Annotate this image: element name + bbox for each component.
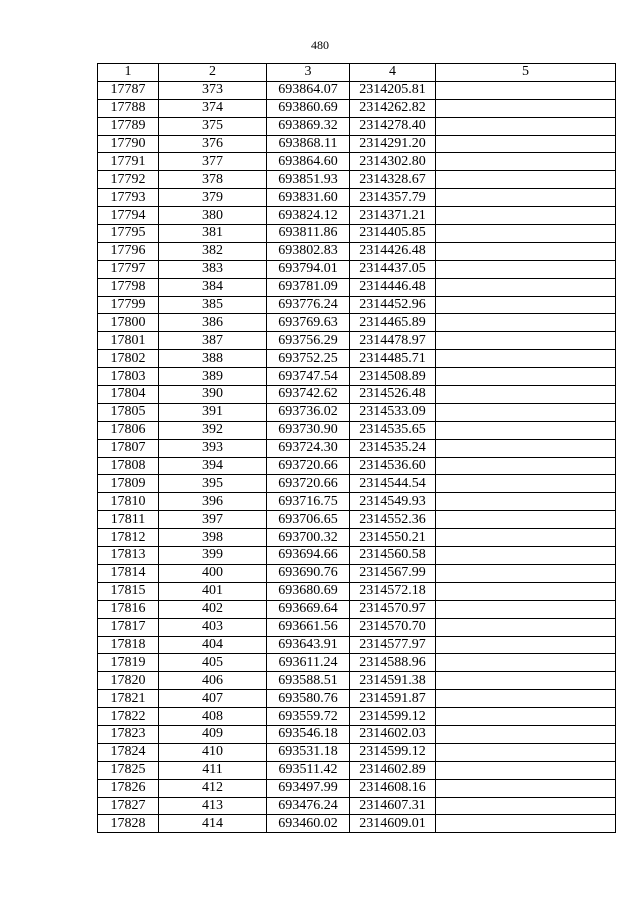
cell-x-coordinate: 693460.02 — [267, 815, 350, 833]
cell-note — [436, 493, 616, 511]
cell-x-coordinate: 693611.24 — [267, 654, 350, 672]
table-row — [98, 475, 616, 493]
cell-y-coordinate: 2314609.01 — [350, 815, 436, 833]
cell-x-coordinate: 693720.66 — [267, 475, 350, 493]
header-col-3: 3 — [267, 64, 350, 82]
table-row — [98, 421, 616, 439]
cell-point-number: 408 — [159, 708, 267, 726]
cell-y-coordinate: 2314567.99 — [350, 564, 436, 582]
cell-point-number: 381 — [159, 225, 267, 243]
table-row — [98, 403, 616, 421]
cell-point-number: 414 — [159, 815, 267, 833]
cell-y-coordinate: 2314405.85 — [350, 225, 436, 243]
cell-note — [436, 761, 616, 779]
cell-y-coordinate: 2314452.96 — [350, 296, 436, 314]
cell-y-coordinate: 2314278.40 — [350, 117, 436, 135]
cell-point-number: 409 — [159, 725, 267, 743]
cell-x-coordinate: 693724.30 — [267, 439, 350, 457]
cell-note — [436, 153, 616, 171]
cell-note — [436, 457, 616, 475]
cell-point-number: 404 — [159, 636, 267, 654]
cell-note — [436, 654, 616, 672]
cell-y-coordinate: 2314328.67 — [350, 171, 436, 189]
cell-point-id: 17791 — [98, 153, 159, 171]
cell-x-coordinate: 693643.91 — [267, 636, 350, 654]
cell-point-number: 386 — [159, 314, 267, 332]
table-header — [98, 64, 616, 82]
cell-y-coordinate: 2314357.79 — [350, 189, 436, 207]
cell-point-number: 410 — [159, 743, 267, 761]
cell-note — [436, 797, 616, 815]
coordinates-table — [97, 63, 616, 833]
cell-point-id: 17796 — [98, 242, 159, 260]
cell-point-number: 405 — [159, 654, 267, 672]
cell-point-number: 387 — [159, 332, 267, 350]
cell-y-coordinate: 2314262.82 — [350, 99, 436, 117]
header-col-2: 2 — [159, 64, 267, 82]
table-row — [98, 618, 616, 636]
cell-point-id: 17817 — [98, 618, 159, 636]
cell-note — [436, 296, 616, 314]
table-row — [98, 636, 616, 654]
cell-y-coordinate: 2314526.48 — [350, 386, 436, 404]
cell-note — [436, 708, 616, 726]
cell-point-id: 17789 — [98, 117, 159, 135]
cell-point-number: 399 — [159, 547, 267, 565]
cell-point-id: 17801 — [98, 332, 159, 350]
table-row — [98, 725, 616, 743]
page-number: 480 — [311, 38, 329, 52]
cell-point-id: 17807 — [98, 439, 159, 457]
table-row — [98, 600, 616, 618]
cell-point-id: 17788 — [98, 99, 159, 117]
cell-point-number: 382 — [159, 242, 267, 260]
cell-point-id: 17804 — [98, 386, 159, 404]
cell-point-id: 17809 — [98, 475, 159, 493]
cell-point-number: 401 — [159, 582, 267, 600]
cell-x-coordinate: 693559.72 — [267, 708, 350, 726]
cell-x-coordinate: 693680.69 — [267, 582, 350, 600]
cell-y-coordinate: 2314291.20 — [350, 135, 436, 153]
cell-y-coordinate: 2314533.09 — [350, 403, 436, 421]
cell-point-number: 398 — [159, 529, 267, 547]
cell-point-id: 17824 — [98, 743, 159, 761]
cell-x-coordinate: 693864.60 — [267, 153, 350, 171]
cell-x-coordinate: 693781.09 — [267, 278, 350, 296]
cell-point-id: 17812 — [98, 529, 159, 547]
table-row — [98, 135, 616, 153]
table-row — [98, 708, 616, 726]
cell-point-id: 17823 — [98, 725, 159, 743]
cell-point-number: 383 — [159, 260, 267, 278]
cell-note — [436, 421, 616, 439]
cell-note — [436, 189, 616, 207]
cell-point-number: 389 — [159, 368, 267, 386]
table-row — [98, 242, 616, 260]
cell-note — [436, 725, 616, 743]
cell-x-coordinate: 693831.60 — [267, 189, 350, 207]
cell-y-coordinate: 2314426.48 — [350, 242, 436, 260]
cell-x-coordinate: 693811.86 — [267, 225, 350, 243]
cell-y-coordinate: 2314478.97 — [350, 332, 436, 350]
cell-point-id: 17797 — [98, 260, 159, 278]
cell-point-id: 17794 — [98, 207, 159, 225]
table-row — [98, 81, 616, 99]
cell-point-number: 388 — [159, 350, 267, 368]
cell-note — [436, 564, 616, 582]
cell-x-coordinate: 693736.02 — [267, 403, 350, 421]
cell-point-number: 406 — [159, 672, 267, 690]
cell-note — [436, 81, 616, 99]
cell-x-coordinate: 693661.56 — [267, 618, 350, 636]
table-row — [98, 207, 616, 225]
table-row — [98, 260, 616, 278]
cell-note — [436, 618, 616, 636]
cell-point-id: 17803 — [98, 368, 159, 386]
cell-note — [436, 135, 616, 153]
cell-point-id: 17800 — [98, 314, 159, 332]
cell-point-id: 17821 — [98, 690, 159, 708]
cell-note — [436, 386, 616, 404]
cell-x-coordinate: 693706.65 — [267, 511, 350, 529]
cell-point-id: 17808 — [98, 457, 159, 475]
table-row — [98, 779, 616, 797]
cell-point-id: 17822 — [98, 708, 159, 726]
table-row — [98, 368, 616, 386]
cell-point-id: 17806 — [98, 421, 159, 439]
cell-point-number: 379 — [159, 189, 267, 207]
cell-y-coordinate: 2314550.21 — [350, 529, 436, 547]
cell-x-coordinate: 693824.12 — [267, 207, 350, 225]
table-row — [98, 189, 616, 207]
cell-x-coordinate: 693690.76 — [267, 564, 350, 582]
cell-note — [436, 350, 616, 368]
cell-note — [436, 314, 616, 332]
cell-note — [436, 636, 616, 654]
cell-y-coordinate: 2314577.97 — [350, 636, 436, 654]
cell-note — [436, 672, 616, 690]
cell-x-coordinate: 693588.51 — [267, 672, 350, 690]
cell-y-coordinate: 2314437.05 — [350, 260, 436, 278]
cell-y-coordinate: 2314591.38 — [350, 672, 436, 690]
cell-note — [436, 600, 616, 618]
cell-x-coordinate: 693794.01 — [267, 260, 350, 278]
cell-point-id: 17828 — [98, 815, 159, 833]
cell-note — [436, 779, 616, 797]
cell-point-id: 17814 — [98, 564, 159, 582]
table-row — [98, 457, 616, 475]
cell-x-coordinate: 693860.69 — [267, 99, 350, 117]
cell-x-coordinate: 693747.54 — [267, 368, 350, 386]
cell-note — [436, 278, 616, 296]
cell-point-id: 17826 — [98, 779, 159, 797]
cell-point-number: 402 — [159, 600, 267, 618]
cell-y-coordinate: 2314535.24 — [350, 439, 436, 457]
cell-point-id: 17819 — [98, 654, 159, 672]
cell-note — [436, 171, 616, 189]
table-row — [98, 529, 616, 547]
cell-y-coordinate: 2314302.80 — [350, 153, 436, 171]
cell-x-coordinate: 693869.32 — [267, 117, 350, 135]
table-row — [98, 743, 616, 761]
table-row — [98, 797, 616, 815]
cell-point-number: 396 — [159, 493, 267, 511]
cell-x-coordinate: 693776.24 — [267, 296, 350, 314]
table-body — [98, 81, 616, 832]
cell-note — [436, 117, 616, 135]
table-row — [98, 439, 616, 457]
table-row — [98, 493, 616, 511]
table-row — [98, 153, 616, 171]
table-row — [98, 225, 616, 243]
cell-point-number: 384 — [159, 278, 267, 296]
cell-point-id: 17793 — [98, 189, 159, 207]
cell-point-number: 385 — [159, 296, 267, 314]
table-row — [98, 547, 616, 565]
cell-y-coordinate: 2314591.87 — [350, 690, 436, 708]
cell-x-coordinate: 693756.29 — [267, 332, 350, 350]
cell-y-coordinate: 2314599.12 — [350, 743, 436, 761]
table-row — [98, 511, 616, 529]
cell-note — [436, 529, 616, 547]
cell-x-coordinate: 693669.64 — [267, 600, 350, 618]
cell-x-coordinate: 693769.63 — [267, 314, 350, 332]
table-row — [98, 761, 616, 779]
cell-point-number: 413 — [159, 797, 267, 815]
cell-note — [436, 439, 616, 457]
cell-point-number: 392 — [159, 421, 267, 439]
cell-point-number: 374 — [159, 99, 267, 117]
cell-x-coordinate: 693720.66 — [267, 457, 350, 475]
cell-note — [436, 207, 616, 225]
cell-note — [436, 260, 616, 278]
cell-point-number: 380 — [159, 207, 267, 225]
cell-x-coordinate: 693730.90 — [267, 421, 350, 439]
cell-y-coordinate: 2314205.81 — [350, 81, 436, 99]
cell-x-coordinate: 693851.93 — [267, 171, 350, 189]
cell-point-id: 17810 — [98, 493, 159, 511]
cell-note — [436, 242, 616, 260]
cell-point-number: 400 — [159, 564, 267, 582]
cell-y-coordinate: 2314549.93 — [350, 493, 436, 511]
header-col-5: 5 — [436, 64, 616, 82]
cell-x-coordinate: 693802.83 — [267, 242, 350, 260]
cell-point-number: 375 — [159, 117, 267, 135]
cell-y-coordinate: 2314535.65 — [350, 421, 436, 439]
header-row — [98, 64, 616, 82]
cell-x-coordinate: 693694.66 — [267, 547, 350, 565]
cell-point-id: 17820 — [98, 672, 159, 690]
cell-note — [436, 690, 616, 708]
cell-y-coordinate: 2314465.89 — [350, 314, 436, 332]
header-col-1: 1 — [98, 64, 159, 82]
cell-y-coordinate: 2314570.70 — [350, 618, 436, 636]
cell-point-number: 373 — [159, 81, 267, 99]
cell-y-coordinate: 2314446.48 — [350, 278, 436, 296]
cell-note — [436, 582, 616, 600]
cell-x-coordinate: 693546.18 — [267, 725, 350, 743]
cell-note — [436, 403, 616, 421]
cell-point-id: 17795 — [98, 225, 159, 243]
cell-point-number: 376 — [159, 135, 267, 153]
cell-point-id: 17790 — [98, 135, 159, 153]
table-row — [98, 117, 616, 135]
table-row — [98, 582, 616, 600]
cell-y-coordinate: 2314371.21 — [350, 207, 436, 225]
cell-point-id: 17798 — [98, 278, 159, 296]
cell-x-coordinate: 693868.11 — [267, 135, 350, 153]
cell-point-id: 17811 — [98, 511, 159, 529]
cell-point-id: 17805 — [98, 403, 159, 421]
cell-point-id: 17816 — [98, 600, 159, 618]
table-row — [98, 672, 616, 690]
cell-x-coordinate: 693531.18 — [267, 743, 350, 761]
cell-x-coordinate: 693511.42 — [267, 761, 350, 779]
cell-y-coordinate: 2314485.71 — [350, 350, 436, 368]
table-row — [98, 654, 616, 672]
cell-point-number: 407 — [159, 690, 267, 708]
cell-point-number: 395 — [159, 475, 267, 493]
cell-note — [436, 511, 616, 529]
cell-note — [436, 815, 616, 833]
cell-note — [436, 743, 616, 761]
cell-point-id: 17815 — [98, 582, 159, 600]
cell-y-coordinate: 2314508.89 — [350, 368, 436, 386]
cell-point-number: 412 — [159, 779, 267, 797]
cell-y-coordinate: 2314607.31 — [350, 797, 436, 815]
cell-point-number: 390 — [159, 386, 267, 404]
cell-y-coordinate: 2314560.58 — [350, 547, 436, 565]
cell-point-id: 17813 — [98, 547, 159, 565]
cell-note — [436, 99, 616, 117]
cell-y-coordinate: 2314536.60 — [350, 457, 436, 475]
cell-point-id: 17792 — [98, 171, 159, 189]
cell-point-id: 17799 — [98, 296, 159, 314]
cell-x-coordinate: 693742.62 — [267, 386, 350, 404]
cell-x-coordinate: 693580.76 — [267, 690, 350, 708]
cell-x-coordinate: 693700.32 — [267, 529, 350, 547]
cell-y-coordinate: 2314544.54 — [350, 475, 436, 493]
table-row — [98, 815, 616, 833]
header-col-4: 4 — [350, 64, 436, 82]
cell-point-number: 394 — [159, 457, 267, 475]
cell-point-id: 17802 — [98, 350, 159, 368]
table-row — [98, 332, 616, 350]
table-row — [98, 690, 616, 708]
cell-y-coordinate: 2314570.97 — [350, 600, 436, 618]
cell-point-number: 403 — [159, 618, 267, 636]
cell-note — [436, 225, 616, 243]
cell-note — [436, 547, 616, 565]
table-row — [98, 350, 616, 368]
cell-point-number: 393 — [159, 439, 267, 457]
cell-note — [436, 475, 616, 493]
cell-y-coordinate: 2314552.36 — [350, 511, 436, 529]
table-row — [98, 171, 616, 189]
cell-point-number: 411 — [159, 761, 267, 779]
cell-y-coordinate: 2314572.18 — [350, 582, 436, 600]
cell-note — [436, 368, 616, 386]
cell-x-coordinate: 693476.24 — [267, 797, 350, 815]
cell-point-id: 17787 — [98, 81, 159, 99]
cell-y-coordinate: 2314608.16 — [350, 779, 436, 797]
table-row — [98, 314, 616, 332]
cell-point-number: 391 — [159, 403, 267, 421]
cell-point-id: 17825 — [98, 761, 159, 779]
cell-y-coordinate: 2314602.89 — [350, 761, 436, 779]
table-row — [98, 386, 616, 404]
cell-x-coordinate: 693864.07 — [267, 81, 350, 99]
table-row — [98, 564, 616, 582]
cell-x-coordinate: 693716.75 — [267, 493, 350, 511]
table-row — [98, 278, 616, 296]
cell-y-coordinate: 2314588.96 — [350, 654, 436, 672]
cell-x-coordinate: 693497.99 — [267, 779, 350, 797]
cell-point-number: 397 — [159, 511, 267, 529]
table-row — [98, 296, 616, 314]
cell-y-coordinate: 2314599.12 — [350, 708, 436, 726]
cell-point-number: 378 — [159, 171, 267, 189]
cell-point-id: 17827 — [98, 797, 159, 815]
table-row — [98, 99, 616, 117]
cell-point-id: 17818 — [98, 636, 159, 654]
cell-point-number: 377 — [159, 153, 267, 171]
cell-note — [436, 332, 616, 350]
cell-x-coordinate: 693752.25 — [267, 350, 350, 368]
cell-y-coordinate: 2314602.03 — [350, 725, 436, 743]
